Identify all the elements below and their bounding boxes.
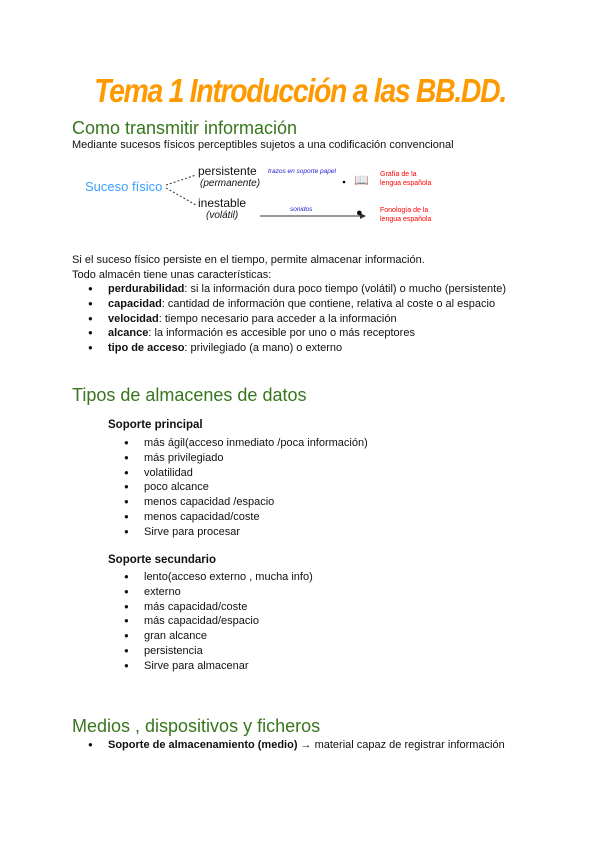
- list-item: ● más privilegiado: [144, 451, 368, 466]
- list-item: ● velocidad: tiempo necesario para acceder a la información: [108, 312, 506, 327]
- list-item: ● Soporte de almacenamiento (medio) → material capaz de registrar información: [108, 738, 505, 753]
- list-item: ● Sirve para almacenar: [144, 659, 313, 674]
- secondary-support-list: [144, 570, 313, 674]
- primary-support-label: Soporte principal: [108, 419, 203, 431]
- diagram-source: Suceso físico: [85, 179, 163, 194]
- paragraph-persist: Si el suceso físico persiste en el tiempo, permite almacenar información.: [72, 254, 425, 266]
- list-item: ● menos capacidad /espacio: [144, 495, 368, 510]
- diagram-persistent-result: Grafía de la lengua española: [380, 171, 432, 187]
- features-list: [108, 282, 506, 356]
- list-item: ● externo: [144, 585, 313, 600]
- list-item: ● poco alcance: [144, 480, 368, 495]
- section-heading-storage-types: Tipos de almacenes de datos: [72, 385, 307, 405]
- diagram-persistent: persistente: [198, 164, 257, 178]
- diagram-persistent-sub: (permanente): [200, 178, 261, 189]
- secondary-support-label: Soporte secundario: [108, 554, 216, 566]
- primary-support-list: [144, 436, 368, 540]
- section-heading-transmit: Como transmitir información: [72, 118, 298, 138]
- book-icon: 📖: [354, 173, 369, 187]
- list-item: ● Sirve para procesar: [144, 525, 368, 540]
- intro-text: Mediante sucesos físicos perceptibles sujetos a una codificación convencional: [72, 139, 454, 151]
- list-item: ● capacidad: cantidad de información que contiene, relativa al coste o al espacio: [108, 297, 506, 312]
- document-title: Tema 1 Introducción a las BB.DD.: [94, 72, 506, 109]
- list-item: ● volatilidad: [144, 466, 368, 481]
- list-item: ● más capacidad/coste: [144, 600, 313, 615]
- list-item: ● tipo de acceso: privilegiado (a mano) o externo: [108, 341, 506, 356]
- diagram-persistent-arrow-label: trazos en soporte papel: [268, 168, 336, 175]
- paragraph-characteristics: Todo almacén tiene unas características:: [72, 269, 272, 281]
- section-heading-media: Medios , dispositivos y ficheros: [72, 716, 321, 736]
- list-item: ● más capacidad/espacio: [144, 614, 313, 629]
- list-item: ● más ágil(acceso inmediato /poca información): [144, 436, 368, 451]
- list-item: ● menos capacidad/coste: [144, 510, 368, 525]
- diagram-unstable-arrow-label: sonidos: [290, 206, 313, 213]
- diagram-unstable: inestable: [198, 196, 247, 210]
- media-list: [108, 738, 505, 753]
- diagram-unstable-result: Fonología de la lengua española: [380, 207, 432, 223]
- list-item: ● alcance: la información es accesible por uno o más receptores: [108, 326, 506, 341]
- speaking-head-icon: ●: [356, 207, 363, 219]
- diagram-unstable-sub: (volátil): [206, 210, 239, 221]
- list-item: ● gran alcance: [144, 629, 313, 644]
- list-item: ● lento(acceso externo , mucha info): [144, 570, 313, 585]
- list-item: ● perdurabilidad: si la información dura poco tiempo (volátil) o mucho (persistente): [108, 282, 506, 297]
- transmission-diagram: [80, 160, 480, 230]
- list-item: ● persistencia: [144, 644, 313, 659]
